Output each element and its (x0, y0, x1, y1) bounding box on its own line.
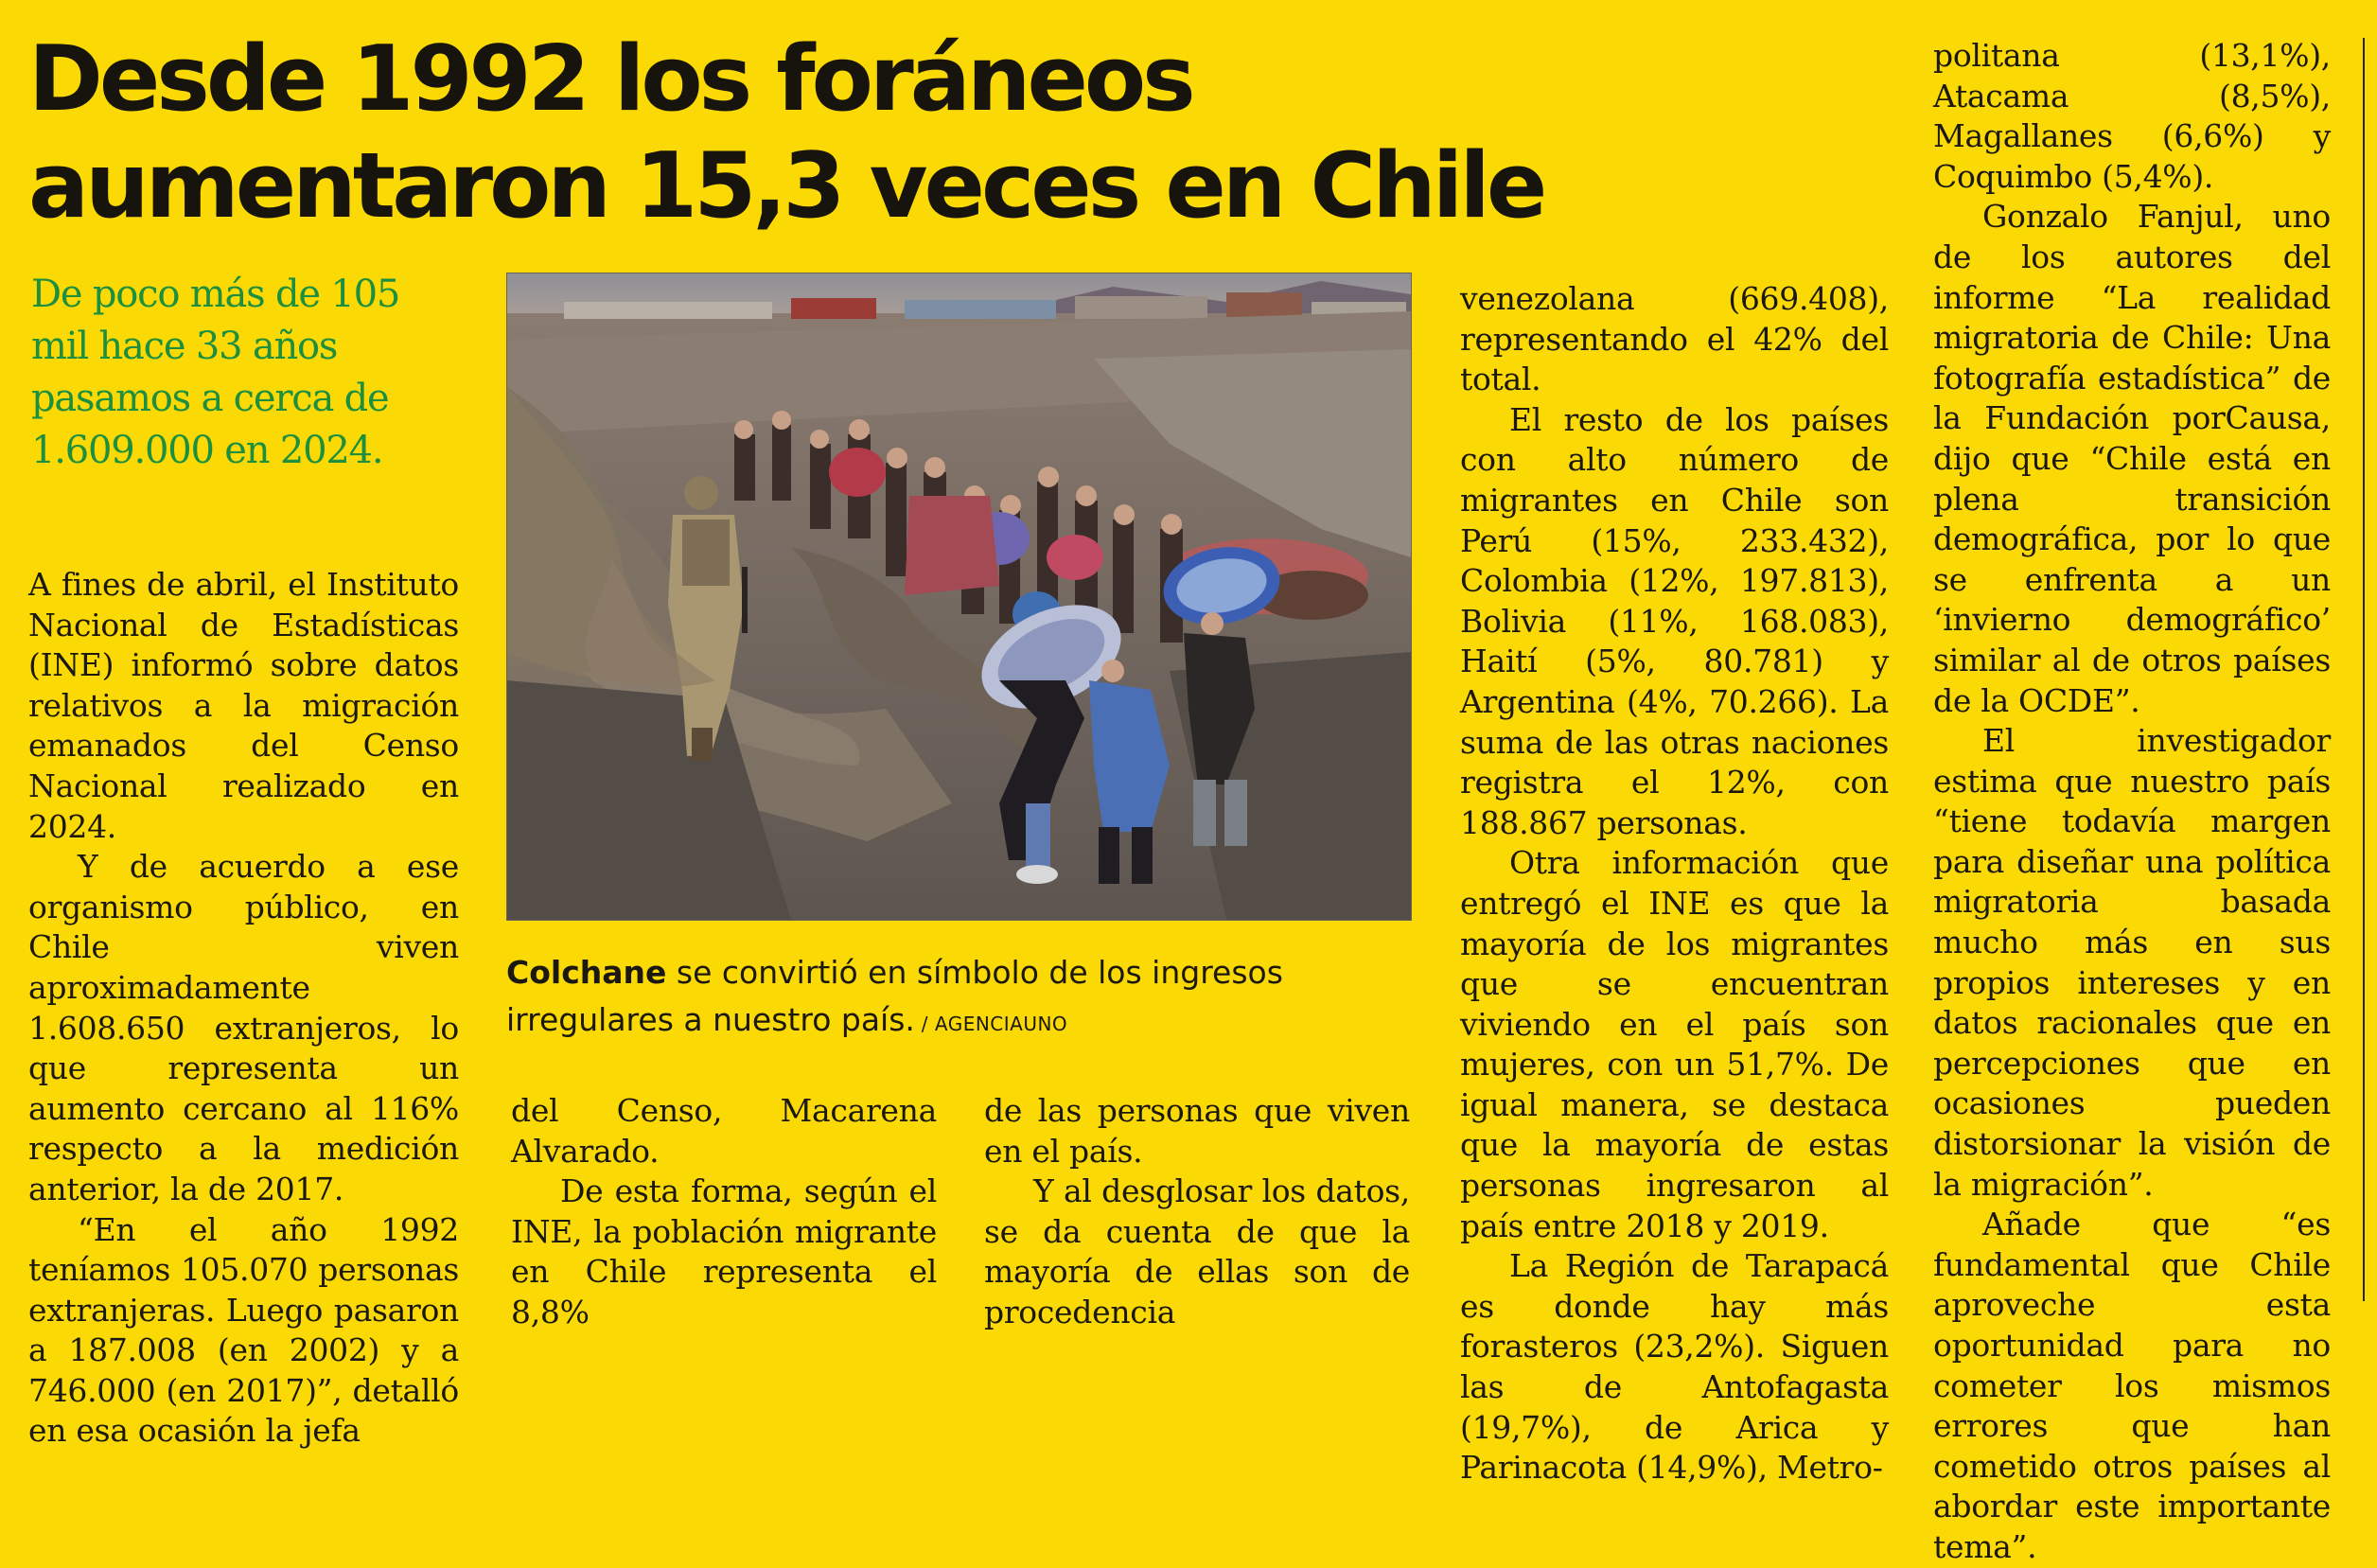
subheadline: De poco más de 105 mil hace 33 años pasamos a cerca de 1.609.000 en 2024. (31, 273, 400, 472)
paragraph: El resto de los países con alto número de migrantes en Chile son Perú (15%, 233.432), Colombia (12%, 197.813), Bolivia (11%, 168.083), Haití (5%, 80.781) y Argentina (4%, 70.266). La suma de las otras naciones registra el 12%, con 188.867 personas. (1460, 400, 1889, 841)
body-column-2 (511, 1091, 937, 1333)
body-column-4 (1460, 279, 1889, 1489)
paragraph: Añade que “es fundamental que Chile aproveche esta oportunidad para no cometer los mismos errores que han cometido otros países al abordar este importante tema”. (1933, 1206, 2331, 1565)
caption-text: se convirtió en símbolo de los ingresos irregulares a nuestro país. (506, 954, 1283, 1038)
column-rule (2363, 38, 2365, 1301)
paragraph: Y de acuerdo a ese organismo público, en Chile viven aproximadamente 1.608.650 extranjeros, lo que representa un aumento cercano al 116% respecto a la medición anterior, la de 2017. (28, 848, 459, 1207)
paragraph: A fines de abril, el Instituto Nacional de Estadísticas (INE) informó sobre datos relativos a la migración emanados del Censo Nacional realizado en 2024. (28, 566, 459, 845)
paragraph: Y al desglosar los datos, se da cuenta de que la mayoría de ellas son de procedencia (984, 1172, 1410, 1330)
paragraph: De esta forma, según el INE, la población migrante en Chile representa el 8,8% (511, 1172, 937, 1330)
paragraph: de las personas que viven en el país. (984, 1092, 1410, 1170)
body-column-1 (28, 565, 459, 1452)
paragraph: venezolana (669.408), representando el 42% del total. (1460, 280, 1889, 398)
photo-credit: / AGENCIAUNO (914, 1013, 1068, 1035)
headline (28, 26, 1637, 240)
photo-illustration (507, 273, 1411, 920)
body-column-5 (1933, 36, 2331, 1568)
news-photo (506, 273, 1412, 921)
paragraph: Gonzalo Fanjul, uno de los autores del informe “La realidad migratoria de Chile: Una fotografía estadística” de la Fundación porCausa, dijo que “Chile está en plena transición demográfica, por lo que se enfrenta a un ‘invierno demográfico’ similar al de otros países de la OCDE”. (1933, 198, 2331, 719)
headline-line-1: Desde 1992 los foráneos (28, 27, 1192, 132)
caption-lead: Colchane (506, 954, 667, 991)
paragraph: “En el año 1992 teníamos 105.070 personas extranjeras. Luego pasaron a 187.008 (en 2002) y a 746.000 (en 2017)”, detalló en esa ocasión la jefa (28, 1210, 459, 1450)
photo-caption (506, 949, 1415, 1048)
body-column-3 (984, 1091, 1410, 1333)
paragraph: Otra información que entregó el INE es que la mayoría de los migrantes que se encuentran viviendo en el país son mujeres, con un 51,7%. De igual manera, se destaca que la mayoría de estas personas ingresaron al país entre 2018 y 2019. (1460, 844, 1889, 1244)
paragraph: La Región de Tarapacá es donde hay más forasteros (23,2%). Siguen las de Antofagasta (19,7%), de Arica y Parinacota (14,9%), Metro- (1460, 1247, 1889, 1487)
headline-line-2: aumentaron 15,3 veces en Chile (28, 134, 1544, 238)
paragraph: politana (13,1%), Atacama (8,5%), Magallanes (6,6%) y Coquimbo (5,4%). (1933, 37, 2331, 195)
paragraph: El investigador estima que nuestro país “tiene todavía margen para diseñar una política migratoria basada mucho más en sus propios intereses y en datos racionales que en percepciones que en ocasiones pueden distorsionar la visión de la migración”. (1933, 722, 2331, 1203)
paragraph: del Censo, Macarena Alvarado. (511, 1092, 937, 1170)
